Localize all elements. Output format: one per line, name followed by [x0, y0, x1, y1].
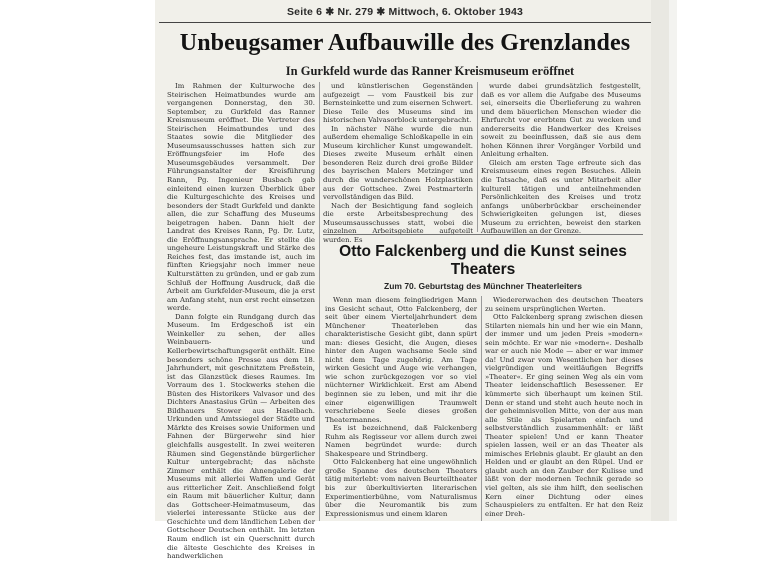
- page-edge: [669, 0, 677, 521]
- article1-column-1: [167, 82, 315, 561]
- article-separator: [323, 234, 643, 235]
- paragraph: Otto Falckenberg sprang zwischen diesen Stilarten niemals hin und her wie ein Mann, der immer und um jeden Preis »modern« sein möchte. Er war nie »modern«. Deshalb war er auch nie Mode — aber er war immer da! Und zwar vom Wesentlichen her dieses vielgründigen und weitläufigen Begriffs »Theater«. Er ging seinen Weg als ein vom Theater leidenschaftlich Besessener. Er kümmerte sich überhaupt um keinen Stil. Denn er stand und steht auch heute noch in der geheimnisvollen Mitte, von der aus man alle Stile als Spielarten einfach und selbstverständlich zusammenhält: er läßt Theater spielen! Und er kann Theater spielen lassen, weil er an das Theater als mimisches Erlebnis glaubt. Er glaubt an den Helden und er glaubt an den Rüpel. Und er glaubt auch an den Zauber der Kulisse und läßt von der modernen Technik gerade so viel gelten, als sie ihm hilft, den seelischen Kern einer Dichtung oder eines Schauspielers zu entfalten. Er hat den Reiz einer Dreh-: [485, 313, 643, 518]
- article2-column-2: [485, 296, 643, 521]
- article2-column-1: [325, 296, 477, 521]
- article1-column-3: [481, 82, 641, 264]
- paragraph: Otto Falckenberg hat eine ungewöhnlich große Spanne des deutschen Theaters tätig miterlebt: vom naiven Beurteiltheater bis zur überkultivierten literarischen Experimentierbühne, vom Naturalismus über die Neuromantik bis zum Expressionismus und einem klaren: [325, 458, 477, 518]
- paragraph: In nächster Nähe wurde die nun außerdem ehemalige Schloßkapelle in ein Museum kirchlicher Kunst umgewandelt. Dieses zweite Museum erhält einen besonderen Reiz durch drei große Bilder des bayrischen Malers Metzinger und durch die wunderschönen Holzplastiken aus der Gottschee. Zwei Pestmarterln vervollständigen das Bild.: [323, 124, 473, 202]
- page-header: Seite 6 ✱ Nr. 279 ✱ Mittwoch, 6. Oktober 1943: [286, 6, 524, 18]
- paragraph: wurde dabei grundsätzlich festgestellt, daß es vor allem die Aufgabe des Museums sei, einerseits die Überlieferung zu wahren und dem bäuerlichen Menschen wieder die Ehrfurcht vor ererbtem Gut zu wecken und andererseits die Handwerker des Kreises soweit zu beeinflussen, daß sie aus dem hohen Können ihrer Vorgänger Vorbild und Anleitung erhalten.: [481, 82, 641, 159]
- paragraph: Gleich am ersten Tage erfreute sich das Kreismuseum eines regen Besuches. Allein die Tatsache, daß es unter Mitarbeit aller kulturell tätigen und anteilnehmenden Persönlichkeiten des Kreises und trotz anfangs unüberbrückbar erscheinender Schwierigkeiten gelungen ist, dieses Museum zu errichten, beweist den starken Aufbauwillen an der Grenze.: [481, 158, 641, 236]
- column-divider: [481, 296, 482, 521]
- header-rule: [159, 22, 651, 23]
- paragraph: Nach der Besichtigung fand sogleich die erste Arbeitsbesprechung des Museumsausschusses statt, wobei die einzelnen Arbeitsgebiete aufgeteilt wurden. Es: [323, 201, 473, 244]
- paragraph: Wenn man diesem feingliedrigen Mann ins Gesicht schaut, Otto Falckenberg, der seit über einem Vierteljahrhundert dem Münchener Theaterleben das charakteristische Gesicht gibt, dann spürt man: dieses Gesicht, die Augen, dieses hinter den Augen wachsame Seele sind nicht dem Tage zugehörig. Am Tage wirken Gesicht und Auge wie verhangen, wie schon zurückgezogen vor so viel nüchterner Wirklichkeit. Erst am Abend beginnen sie zu leben, und mit ihr die einer eigenwilligen Traumwelt verschriebene Seele dieses großen Theatermannes.: [325, 296, 477, 424]
- page-edge-shadow: [651, 0, 669, 521]
- paragraph: Es ist bezeichnend, daß Falckenberg Ruhm als Regisseur vor allem durch zwei Namen begründet wurde: durch Shakespeare und Strindberg.: [325, 424, 477, 458]
- column-divider: [319, 82, 320, 521]
- article2-headline: Otto Falckenberg und die Kunst seines Theaters: [339, 243, 627, 278]
- article1-headline: Unbeugsamer Aufbauwille des Grenzlandes: [179, 30, 631, 56]
- newspaper-page: [155, 0, 651, 561]
- paragraph: Wiedererwachen des deutschen Theaters zu seinem ursprünglichen Werten.: [485, 296, 643, 313]
- article1-subheadline: In Gurkfeld wurde das Ranner Kreismuseum eröffnet: [285, 64, 575, 78]
- column-divider: [477, 82, 478, 232]
- paragraph: Im Rahmen der Kulturwoche des Steirischen Heimatbundes wurde am vergangenen Donnerstag, den 30. September, zu Gurkfeld das Ranner Kreismuseum eröffnet. Die Vertreter des Steirischen Heimatbundes und des Staates sowie die Mitglieder des Museumsausschusses hatten sich zur Eröffnungsfeier im Hofe des Museumsgebäudes versammelt. Der Führungsanstalter der Kreisführung Rann, Pg. Ingenieur Busbach gab einleitend einen kurzen Überblick über die Kulturgeschichte des Kreises und besonders der Stadt Gurkfeld und dankte allen, die zur Schaffung des Museums beigetragen haben. Dann hielt der Landrat des Kreises Rann, Pg. Dr. Lutz, die Eröffnungsansprache. Er stellte die ungeheure Leistungskraft und Stärke des Reiches fest, das imstande ist, auch im fünften Kriegsjahr noch immer neue Kulturstätten zu gründen, und er gab zum Schluß der Hoffnung Ausdruck, daß die Arbeit am Gurkfelder-Museum, die ja erst am Anfang steht, nun erst recht einsetzen werde.: [167, 82, 315, 313]
- paragraph: Dann folgte ein Rundgang durch das Museum. Im Erdgeschoß ist ein Weinkeller zu sehen, der alles Weinbauern- und Kellerbewirtschaftungsgerät enthält. Eine besonders schöne Presse aus dem 18. Jahrhundert, mit geschnitztem Preßstein, ist das Glanzstück dieses Raumes. Im Vorraum des 1. Stockwerks stehen die Büsten des Historikers Valvasor und des Dichters Anastasius Grün — Arbeiten des Bildhauers Stower aus Haselbach. Urkunden und Amtssiegel der Städte und Märkte des Kreises sowie Uniformen und Fahnen der Bürgerwehr sind hier gleichfalls ausgestellt. In zwei weiteren Räumen sind Gegenstände bürgerlicher Kultur untergebracht; das nächste Zimmer enthält die Ahnengalerie der Museums mit allerlei Waffen und Gerät aus ritterlicher Zeit. Anschließend folgt ein Raum mit bäuerlicher Kultur, dann das Gottscheer-Heimatmuseum, das vielerlei interessante Stücke aus der Geschichte und dem ländlichen Leben der Gottscheer Deutschen enthält. Im letzten Raum endlich ist ein Querschnitt durch die älteste Geschichte des Kreises in handwerklichen: [167, 312, 315, 561]
- article2-subheadline: Zum 70. Geburtstag des Münchner Theaterleiters: [384, 281, 582, 291]
- article1-column-2: [323, 82, 473, 244]
- paragraph: und künstlerischen Gegenständen aufgezeigt — vom Faustkeil bis zur Bernsteinkette und zum eisernen Schwert. Diese Teile des Museums sind im historischen Valvasorblock untergebracht.: [323, 82, 473, 125]
